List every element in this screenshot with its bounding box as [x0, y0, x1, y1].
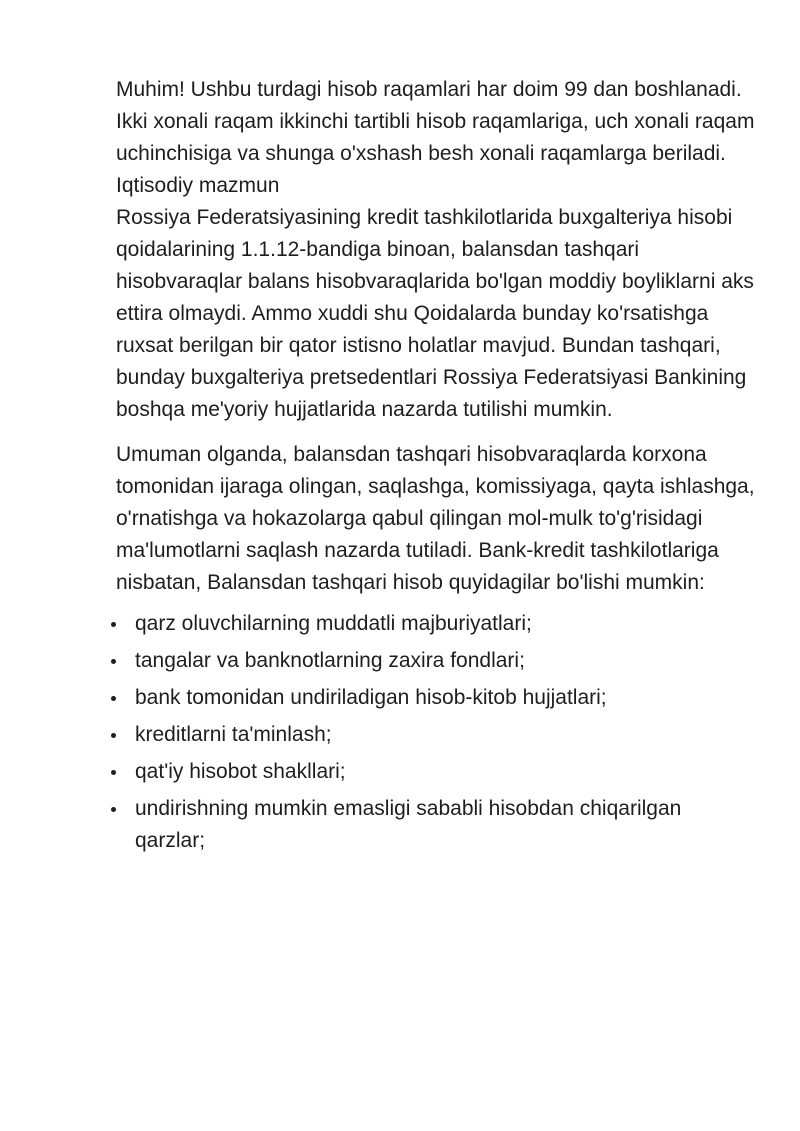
list-item-text: kreditlarni ta'minlash;: [135, 723, 332, 746]
list-item: [116, 645, 756, 677]
paragraph-general-overview: Umuman olganda, balansdan tashqari hisobvaraqlarda korxona tomonidan ijaraga olingan, saqlashga, komissiyaga, qayta ishlashga, o'rnatishga va hokazolarga qabul qilingan mol-mulk to'g'risidagi ma'lumotlarni saqlash nazarda tutiladi. Bank-kredit tashkilotlariga nisbatan, Balansdan tashqari hisob quyidagilar bo'lishi mumkin:: [116, 443, 755, 594]
list-item-text: qat'iy hisobot shakllari;: [135, 760, 346, 783]
list-item: [116, 608, 756, 640]
list-item-text: undirishning mumkin emasligi sababli hisobdan chiqarilgan qarzlar;: [135, 797, 682, 852]
bullet-icon: [111, 622, 116, 627]
bullet-list: [116, 608, 756, 857]
list-item: [116, 756, 756, 788]
section-heading: Iqtisodiy mazmun: [116, 174, 280, 197]
document-page: [116, 74, 756, 862]
list-item-text: tangalar va banknotlarning zaxira fondlari;: [135, 649, 525, 672]
list-item-text: bank tomonidan undiriladigan hisob-kitob hujjatlari;: [135, 686, 607, 709]
bullet-icon: [111, 807, 116, 812]
bullet-icon: [111, 659, 116, 664]
list-item-text: qarz oluvchilarning muddatli majburiyatlari;: [135, 612, 532, 635]
list-item: [116, 793, 756, 857]
paragraph-economic-content: Rossiya Federatsiyasining kredit tashkilotlarida buxgalteriya hisobi qoidalarining 1.1.12-bandiga binoan, balansdan tashqari hisobvaraqlar balans hisobvaraqlarida bo'lgan moddiy boyliklarni aks ettira olmaydi. Ammo xuddi shu Qoidalarda bunday ko'rsatishga ruxsat berilgan bir qator istisno holatlar mavjud. Bundan tashqari, bunday buxgalteriya pretsedentlari Rossiya Federatsiyasi Bankining boshqa me'yoriy hujjatlarida nazarda tutilishi mumkin.: [116, 206, 754, 421]
bullet-icon: [111, 770, 116, 775]
bullet-icon: [111, 733, 116, 738]
paragraph-important-note: Muhim! Ushbu turdagi hisob raqamlari har doim 99 dan boshlanadi. Ikki xonali raqam ikkinchi tartibli hisob raqamlariga, uch xonali raqam uchinchisiga va shunga o'xshash besh xonali raqamlarga beriladi.: [116, 78, 755, 165]
list-item: [116, 682, 756, 714]
list-item: [116, 719, 756, 751]
bullet-icon: [111, 696, 116, 701]
